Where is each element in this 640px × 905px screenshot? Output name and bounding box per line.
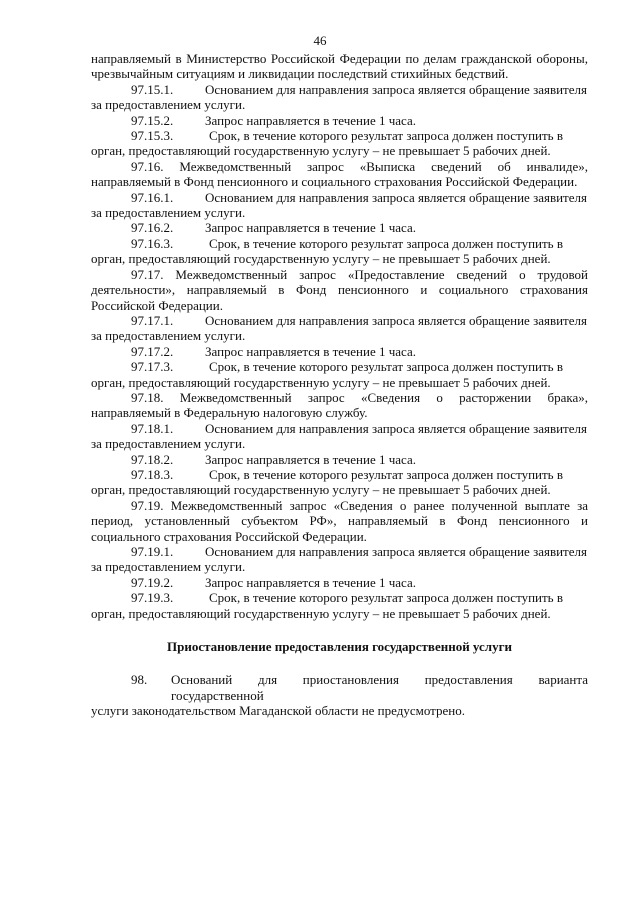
item-97-18-3-cont: орган, предоставляющий государственную услугу – не превышает 5 рабочих дней.	[91, 482, 551, 498]
item-97-19-3-cont: орган, предоставляющий государственную услугу – не превышает 5 рабочих дней.	[91, 605, 551, 621]
item-97-15-3: 97.15.3. Срок, в течение которого результат запроса должен поступить в	[131, 128, 563, 144]
section-heading: Приостановление предоставления государственной услуги	[166, 639, 512, 655]
item-97-17-2: 97.17.2. Запрос направляется в течение 1 часа.	[131, 343, 417, 359]
item-97-15-1: 97.15.1. Основанием для направления запроса является обращение заявителя	[131, 81, 587, 97]
document-body	[91, 51, 588, 719]
item-97-16-3-cont: орган, предоставляющий государственную услугу – не превышает 5 рабочих дней.	[91, 251, 551, 267]
item-97-18-head: 97.18. Межведомственный запрос «Сведения о расторжении брака», направляемый в Федеральную налоговую службу.	[91, 389, 588, 421]
item-97-18-2: 97.18.2. Запрос направляется в течение 1 часа.	[131, 451, 417, 467]
item-97-19-3: 97.19.3. Срок, в течение которого результат запроса должен поступить в	[131, 590, 563, 606]
item-97-18-1: 97.18.1. Основанием для направления запроса является обращение заявителя	[131, 420, 587, 436]
item-97-15-2: 97.15.2. Запрос направляется в течение 1 часа.	[131, 112, 417, 128]
item-97-16-1: 97.16.1. Основанием для направления запроса является обращение заявителя	[131, 189, 587, 205]
intro-continuation: направляемый в Министерство Российской Федерации по делам гражданской обороны, чрезвычайным ситуациям и ликвидации последствий стихийных бедствий.	[91, 51, 588, 82]
item-97-19-head: 97.19. Межведомственный запрос «Сведения о ранее полученной выплате за период, установленный субъектом РФ», направляемый в Фонд пенсионного и социального страхования Российской Федерации.	[91, 497, 588, 544]
item-97-18-1-cont: за предоставлением услуги.	[91, 436, 246, 452]
item-97-17-head: 97.17. Межведомственный запрос «Предоставление сведений о трудовой деятельности», направляемый в Фонд пенсионного и социального страхования Российской Федерации.	[91, 266, 588, 313]
item-97-17-1-cont: за предоставлением услуги.	[91, 328, 246, 344]
paragraph-98-cont: услуги законодательством Магаданской области не предусмотрено.	[91, 703, 465, 719]
item-97-19-1-cont: за предоставлением услуги.	[91, 559, 246, 575]
page-number: 46	[313, 33, 327, 48]
item-97-15-3-cont: орган, предоставляющий государственную услугу – не превышает 5 рабочих дней.	[91, 143, 551, 159]
item-97-16-2: 97.16.2. Запрос направляется в течение 1 часа.	[131, 220, 417, 236]
item-97-19-2: 97.19.2. Запрос направляется в течение 1 часа.	[131, 574, 417, 590]
item-97-17-3-cont: орган, предоставляющий государственную услугу – не превышает 5 рабочих дней.	[91, 374, 551, 390]
item-97-17-3: 97.17.3. Срок, в течение которого результат запроса должен поступить в	[131, 359, 563, 375]
item-97-19-1: 97.19.1. Основанием для направления запроса является обращение заявителя	[131, 544, 587, 559]
item-97-16-3: 97.16.3. Срок, в течение которого результат запроса должен поступить в	[131, 235, 563, 251]
item-97-15-1-cont: за предоставлением услуги.	[91, 97, 246, 113]
paragraph-98: 98. Оснований для приостановления предоставления варианта государственной	[131, 672, 588, 703]
item-97-17-1: 97.17.1. Основанием для направления запроса является обращение заявителя	[131, 312, 587, 328]
item-97-18-3: 97.18.3. Срок, в течение которого результат запроса должен поступить в	[131, 466, 563, 482]
item-97-16-1-cont: за предоставлением услуги.	[91, 205, 246, 221]
item-97-16-head: 97.16. Межведомственный запрос «Выписка сведений об инвалиде», направляемый в Фонд пенсионного и социального страхования Российской Федерации.	[91, 158, 588, 190]
